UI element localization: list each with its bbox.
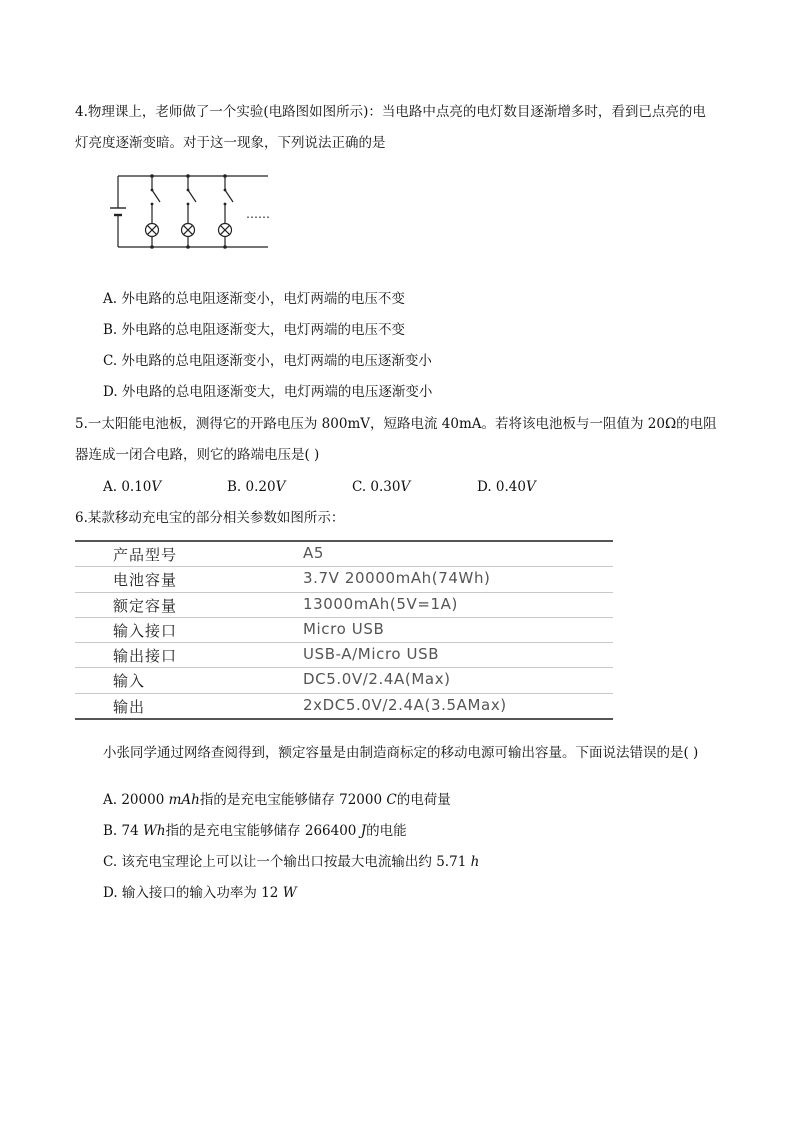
- spec-value: USB-A/Micro USB: [303, 645, 440, 664]
- spec-value: 13000mAh(5V=1A): [303, 594, 458, 613]
- spec-key: 额定容量: [113, 596, 178, 615]
- q6-intro: 6.某款移动充电宝的部分相关参数如图所示：: [75, 510, 345, 526]
- q6-a-pre: A. 20000: [103, 792, 169, 808]
- spec-value: 3.7V 20000mAh(74Wh): [303, 569, 491, 588]
- q4-option-a[interactable]: A. 外电路的总电阻逐渐变小，电灯两端的电压不变: [103, 291, 405, 307]
- branch-3: [219, 176, 234, 247]
- q6-b-post: 指的是充电宝能够储存 266400: [165, 823, 361, 839]
- circuit-ellipsis: ……: [246, 207, 270, 221]
- q6-c-unit: h: [470, 854, 480, 870]
- q5-option-d[interactable]: [477, 477, 536, 497]
- table-row: [75, 567, 613, 592]
- q5-option-c[interactable]: [352, 477, 410, 497]
- q6-option-c[interactable]: [103, 852, 479, 872]
- spec-key: 电池容量: [113, 571, 178, 590]
- q5-stem-line2: 器连成一闭合电路，则它的路端电压是( ): [75, 447, 320, 463]
- q6-option-d[interactable]: [103, 883, 297, 903]
- spec-value: DC5.0V/2.4A(Max): [303, 670, 451, 689]
- q6-a-post: 指的是充电宝能够储存 72000: [199, 792, 387, 808]
- branch-2: [182, 176, 197, 247]
- q5-option-b[interactable]: [227, 477, 285, 497]
- spec-value: 2xDC5.0V/2.4A(3.5AMax): [303, 695, 507, 714]
- q5-option-a-label: A. 0.10: [103, 479, 152, 495]
- spec-key: 产品型号: [113, 546, 178, 564]
- q5-option-a[interactable]: [103, 477, 161, 497]
- q5-option-c-unit: V: [400, 479, 411, 495]
- spec-key: 输入接口: [113, 621, 178, 640]
- q6-c-pre: C. 该充电宝理论上可以让一个输出口按最大电流输出约 5.71: [103, 854, 471, 870]
- q5-option-b-label: B. 0.20: [227, 479, 276, 495]
- q6-b-unit2: J: [360, 823, 367, 839]
- q5-option-a-unit: V: [151, 479, 162, 495]
- switch-2: [188, 190, 196, 202]
- branch-1: [146, 176, 161, 247]
- q6-stem: 小张同学通过网络查阅得到，额定容量是由制造商标定的移动电源可输出容量。下面说法错误的是( ): [103, 745, 699, 761]
- q4-option-d[interactable]: D. 外电路的总电阻逐渐变大，电灯两端的电压逐渐变小: [103, 384, 433, 400]
- q5-option-c-label: C. 0.30: [352, 479, 401, 495]
- q4-stem-line1: 4.物理课上，老师做了一个实验(电路图如图所示)：当电路中点亮的电灯数目逐渐增多时，看到已点亮的电: [75, 104, 706, 120]
- q6-b-post2: 的电能: [366, 823, 407, 839]
- circuit-diagram: [100, 168, 280, 254]
- switch-3: [225, 190, 233, 202]
- spec-value: Micro USB: [303, 619, 385, 638]
- q6-option-a[interactable]: [103, 790, 451, 810]
- q6-a-unit2: C: [386, 792, 397, 808]
- q5-stem-line1: 5.一太阳能电池板，测得它的开路电压为 800mV，短路电流 40mA。若将该电池板与一阻值为 20Ω的电阻: [75, 416, 717, 432]
- q5-option-d-unit: V: [525, 479, 536, 495]
- q6-b-pre: B. 74: [103, 823, 143, 839]
- q4-stem-line2: 灯亮度逐渐变暗。对于这一现象，下列说法正确的是: [75, 135, 386, 151]
- q6-option-b[interactable]: [103, 821, 407, 841]
- table-row: [75, 593, 613, 618]
- q6-b-unit: Wh: [142, 823, 166, 839]
- table-row: [75, 694, 613, 720]
- q4-option-b[interactable]: B. 外电路的总电阻逐渐变大，电灯两端的电压不变: [103, 322, 406, 338]
- table-row: [75, 643, 613, 668]
- table-row: [75, 540, 613, 567]
- switch-1: [152, 190, 160, 202]
- spec-value: A5: [303, 544, 325, 562]
- table-row: [75, 668, 613, 693]
- q6-d-pre: D. 输入接口的输入功率为 12: [103, 885, 283, 901]
- q6-a-post2: 的电荷量: [396, 792, 451, 808]
- spec-key: 输出接口: [113, 647, 178, 666]
- q6-d-unit: W: [282, 885, 297, 901]
- table-row: [75, 618, 613, 643]
- spec-table: [75, 540, 613, 720]
- spec-key: 输出: [113, 697, 146, 716]
- q5-option-b-unit: V: [275, 479, 286, 495]
- spec-key: 输入: [113, 672, 146, 691]
- q4-option-c[interactable]: C. 外电路的总电阻逐渐变小，电灯两端的电压逐渐变小: [103, 353, 432, 369]
- q5-option-d-label: D. 0.40: [477, 479, 526, 495]
- q6-a-unit: mAh: [168, 792, 200, 808]
